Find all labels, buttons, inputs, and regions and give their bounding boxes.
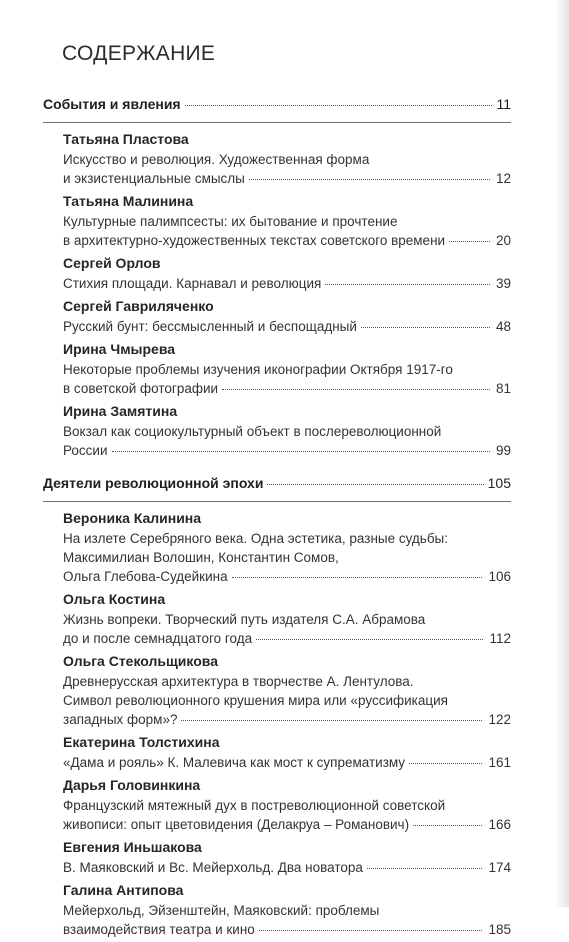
entry-page-number: 106 (488, 569, 511, 584)
entry-title-line (63, 567, 511, 586)
entry-page-number: 166 (488, 817, 511, 832)
entry-title-text: «Дама и рояль» К. Малевича как мост к супрематизму (63, 755, 406, 770)
leader-dots (409, 763, 482, 764)
entry-title-line (63, 629, 511, 648)
leader-dots (112, 451, 490, 452)
entry-title-line: Вокзал как социокультурный объект в послереволюционной (63, 424, 442, 439)
entry-title-text: в советской фотографии (63, 381, 219, 396)
entry-title-text: взаимодействия театра и кино (63, 922, 255, 937)
toc-entry[interactable] (43, 339, 511, 398)
entry-title-text: в архитектурно-художественных текстах советского времени (63, 233, 446, 248)
entry-page-number: 81 (495, 381, 511, 396)
entry-author: Галина Антипова (63, 882, 184, 898)
toc-entry[interactable] (43, 880, 511, 939)
entry-title-line (63, 710, 511, 729)
toc-entry[interactable] (43, 775, 511, 834)
section-title: Деятели революционной эпохи (43, 475, 264, 491)
page-edge-shadow (555, 0, 569, 907)
entry-author: Дарья Головинкина (63, 777, 201, 793)
entry-title-text: России (63, 443, 108, 458)
table-of-contents (43, 96, 511, 942)
entry-author: Ирина Чмырева (63, 341, 176, 357)
leader-dots (361, 327, 490, 328)
entry-page-number: 174 (488, 860, 511, 875)
entry-title-line: Искусство и революция. Художественная форма (63, 152, 370, 167)
section-divider (43, 122, 511, 123)
section-page-number: 105 (487, 475, 511, 491)
toc-entry[interactable] (43, 253, 511, 293)
entry-title-line: Символ революционного крушения мира или «руссификация (63, 693, 448, 708)
entry-title-text: живописи: опыт цветовидения (Делакруа – Романович) (63, 817, 410, 832)
page-title: СОДЕРЖАНИЕ (62, 42, 216, 65)
entry-author: Ольга Костина (63, 591, 166, 607)
entry-author: Вероника Калинина (63, 510, 202, 526)
entry-author: Татьяна Малинина (63, 193, 194, 209)
entry-page-number: 39 (495, 276, 511, 291)
entry-page-number: 112 (489, 631, 511, 646)
leader-dots (413, 825, 482, 826)
leader-dots (259, 930, 483, 931)
entry-title-line (63, 379, 511, 398)
section-heading[interactable] (43, 96, 511, 116)
entry-title-line: Максимилиан Волошин, Константин Сомов, (63, 550, 339, 565)
toc-entry[interactable] (43, 401, 511, 460)
entry-title-line (63, 920, 511, 939)
entry-title-line (63, 274, 511, 293)
entry-page-number: 122 (488, 712, 511, 727)
entry-title-line (63, 441, 511, 460)
leader-dots (256, 639, 483, 640)
entry-page-number: 48 (495, 319, 511, 334)
entry-title-text: и экзистенциальные смыслы (63, 171, 245, 186)
entry-title-line: Культурные палимпсесты: их бытование и прочтение (63, 214, 398, 229)
leader-dots (222, 389, 490, 390)
leader-dots (449, 241, 490, 242)
entry-title-text: Русский бунт: бессмысленный и беспощадный (63, 319, 357, 334)
leader-dots (249, 179, 490, 180)
entry-title-text: до и после семнадцатого года (63, 631, 253, 646)
entry-author: Екатерина Толстихина (63, 734, 220, 750)
entry-title-line: Некоторые проблемы изучения иконографии Октября 1917-го (63, 362, 453, 377)
entry-page-number: 185 (488, 922, 511, 937)
entry-title-text: Стихия площади. Карнавал и революция (63, 276, 322, 291)
entry-title-line (63, 231, 511, 250)
entry-title-line: На излете Серебряного века. Одна эстетика, разные судьбы: (63, 531, 449, 546)
entry-page-number: 99 (495, 443, 511, 458)
section-gap (43, 463, 511, 475)
leader-dots (185, 105, 493, 106)
leader-dots (232, 577, 483, 578)
toc-entry[interactable] (43, 296, 511, 336)
entry-title-line (63, 169, 511, 188)
leader-dots (181, 720, 482, 721)
section-divider (43, 501, 511, 502)
entry-title-text: Ольга Глебова-Судейкина (63, 569, 228, 584)
toc-entry[interactable] (43, 191, 511, 250)
toc-entry[interactable] (43, 508, 511, 586)
toc-entry[interactable] (43, 837, 511, 877)
entry-author: Татьяна Пластова (63, 131, 189, 147)
entry-page-number: 161 (488, 755, 511, 770)
entry-title-line: Жизнь вопреки. Творческий путь издателя С.А. Абрамова (63, 612, 426, 627)
entry-title-line: Французский мятежный дух в постреволюционной советской (63, 798, 446, 813)
entry-title-line (63, 815, 511, 834)
section-title: События и явления (43, 96, 181, 112)
entry-title-line: Древнерусская архитектура в творчестве А. Лентулова. (63, 674, 414, 689)
entry-title-text: В. Маяковский и Вс. Мейерхольд. Два новатора (63, 860, 363, 875)
entry-title-line (63, 317, 511, 336)
entry-author: Ольга Стекольщикова (63, 653, 218, 669)
toc-entry[interactable] (43, 129, 511, 188)
entry-author: Сергей Гавриляченко (63, 298, 214, 314)
entry-page-number: 12 (495, 171, 511, 186)
entry-title-text: западных форм»? (63, 712, 178, 727)
toc-entry[interactable] (43, 651, 511, 729)
entry-title-line: Мейерхольд, Эйзенштейн, Маяковский: проблемы (63, 903, 380, 918)
entry-title-line (63, 858, 511, 877)
section-heading[interactable] (43, 475, 511, 495)
entry-author: Евгения Иньшакова (63, 839, 202, 855)
leader-dots (267, 484, 483, 485)
leader-dots (325, 284, 490, 285)
entry-page-number: 20 (495, 233, 511, 248)
toc-entry[interactable] (43, 589, 511, 648)
leader-dots (367, 868, 483, 869)
entry-author: Сергей Орлов (63, 255, 161, 271)
toc-entry[interactable] (43, 732, 511, 772)
section-page-number: 11 (496, 96, 511, 112)
entry-title-line (63, 753, 511, 772)
entry-author: Ирина Замятина (63, 403, 178, 419)
